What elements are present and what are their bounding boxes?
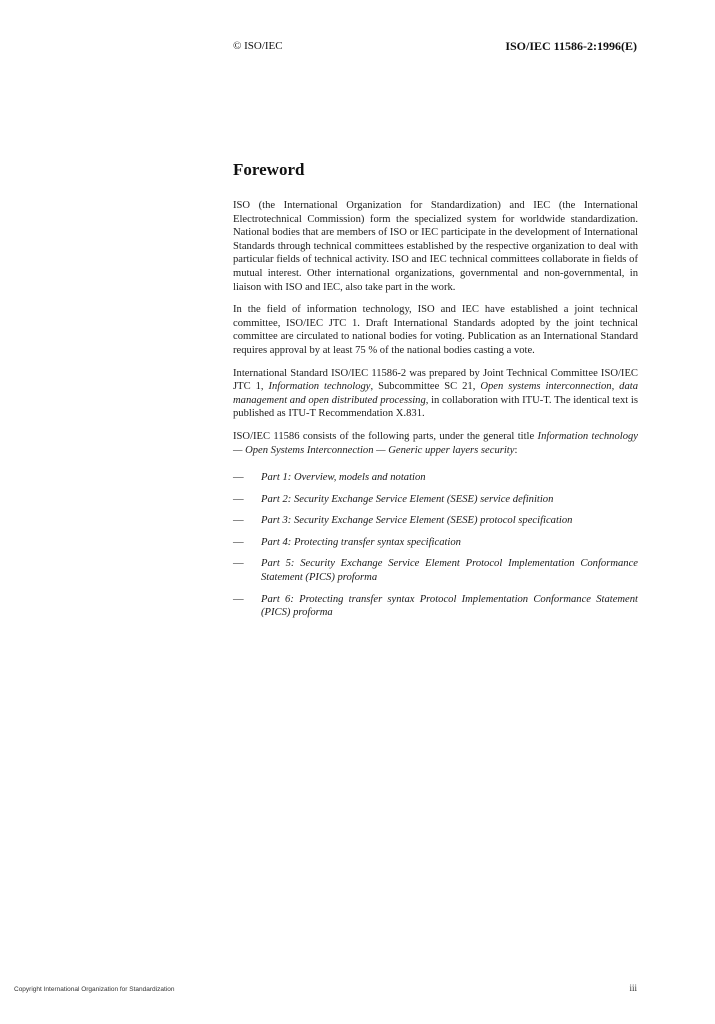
page-number: iii <box>629 983 637 993</box>
part-2-title: Part 2: Security Exchange Service Element (SESE) service definition <box>261 493 554 505</box>
preparation-text-2: , Subcommittee SC 21, <box>370 381 481 393</box>
list-dash: — <box>233 515 244 527</box>
part-6-title: Part 6: Protecting transfer syntax Protocol Implementation Conformance Statement (PICS) proforma <box>261 593 638 619</box>
part-3-title: Part 3: Security Exchange Service Element (SESE) protocol specification <box>261 515 573 527</box>
list-dash: — <box>233 493 244 505</box>
list-item <box>233 593 638 620</box>
foreword-body <box>233 199 638 628</box>
parts-intro-text-2: : <box>514 444 518 456</box>
parts-intro-general-title: Information technology — Open Systems Interconnection — Generic upper layers security <box>233 430 638 456</box>
part-1-title: Part 1: Overview, models and notation <box>261 472 426 484</box>
header-standard-number: ISO/IEC 11586-2:1996(E) <box>505 39 637 53</box>
list-dash: — <box>233 558 244 570</box>
list-dash: — <box>233 472 244 484</box>
parts-intro-text-1: ISO/IEC 11586 consists of the following parts, under the general title <box>233 430 538 442</box>
list-item <box>233 493 638 507</box>
paragraph-jtc1: In the field of information technology, ISO and IEC have established a joint technical committee, ISO/IEC JTC 1. Draft International Standards adopted by the joint technical committee are circulated to national bodies for voting. Publication as an International Standard requires approval by at least 75 % of the national bodies casting a vote. <box>233 304 638 356</box>
list-item <box>233 536 638 550</box>
list-item <box>233 471 638 485</box>
list-item <box>233 557 638 584</box>
paragraph-iso-iec-intro: ISO (the International Organization for Standardization) and IEC (the International Electrotechnical Commission) form the specialized system for worldwide standardization. National bodies that are members of ISO or IEC participate in the development of International Standards through technical committees established by the respective organization to deal with particular fields of technical activity. ISO and IEC technical committees collaborate in fields of mutual interest. Other international organizations, governmental and non-governmental, in liaison with ISO and IEC, also take part in the work. <box>233 200 638 293</box>
part-4-title: Part 4: Protecting transfer syntax specification <box>261 536 461 548</box>
paragraph-preparation <box>233 367 638 421</box>
paragraph-parts-intro <box>233 430 638 457</box>
footer-copyright: Copyright International Organization for Standardization <box>14 986 175 993</box>
preparation-italic-2: Open systems interconnection, data management and open distributed processing <box>233 381 639 406</box>
page-title: Foreword <box>233 160 305 179</box>
parts-list <box>233 471 638 620</box>
preparation-text-3: , in collaboration with ITU-T. The identical text is published as ITU-T Recommendation X.831. <box>233 394 638 420</box>
preparation-text-1: International Standard ISO/IEC 11586-2 was prepared by Joint Technical Committee ISO/IEC JTC 1, <box>233 367 638 393</box>
list-item <box>233 514 638 528</box>
header-copyright: © ISO/IEC <box>233 40 283 52</box>
preparation-italic-1: Information technology <box>268 381 371 393</box>
list-dash: — <box>233 593 244 605</box>
part-5-title: Part 5: Security Exchange Service Element Protocol Implementation Conformance Statement (PICS) proforma <box>261 558 638 584</box>
list-dash: — <box>233 536 244 548</box>
